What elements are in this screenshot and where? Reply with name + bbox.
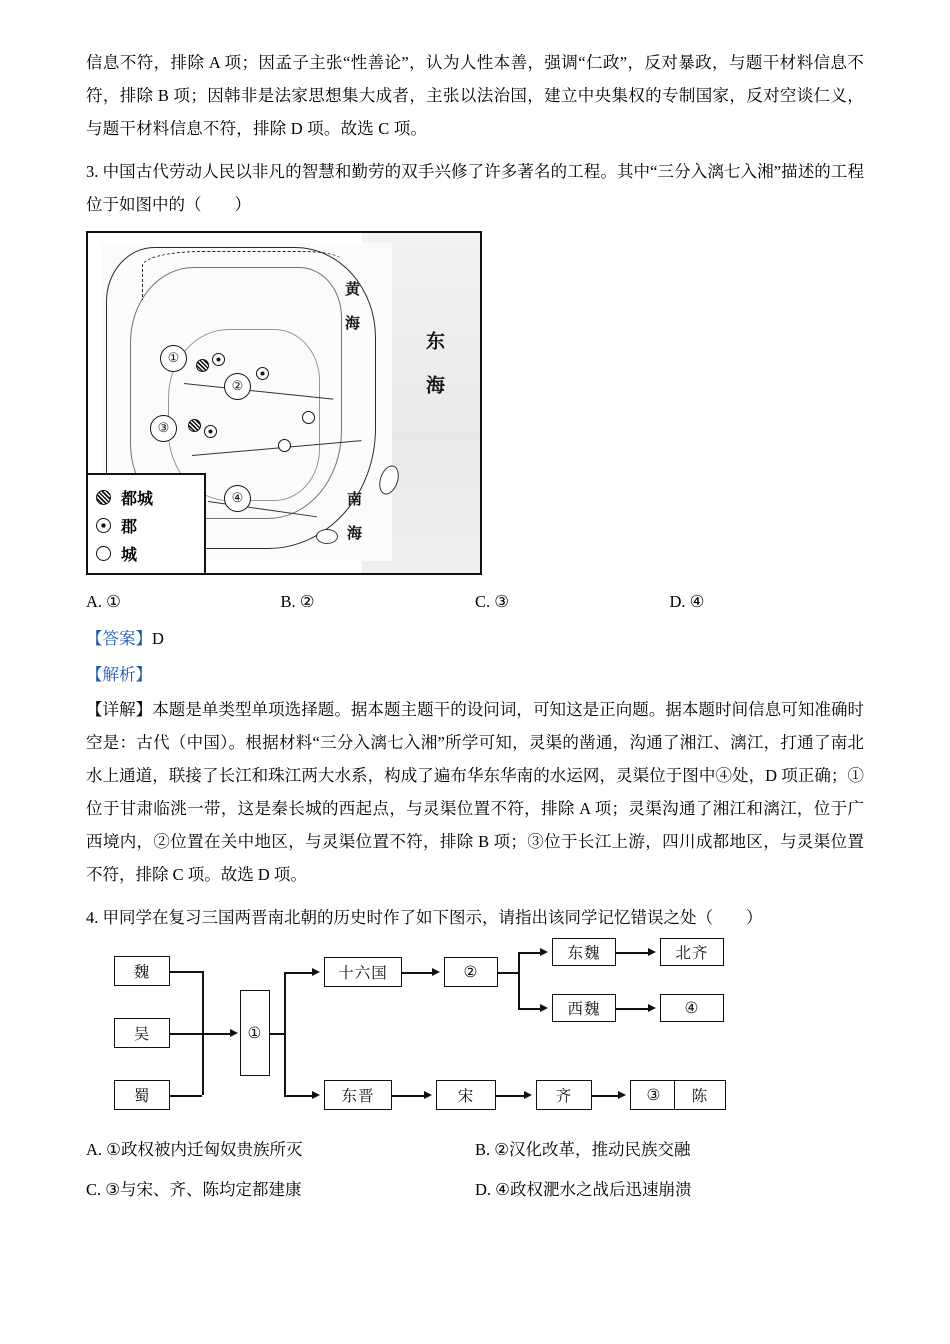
capital-dot-1 <box>196 359 209 372</box>
upvert-to-16states <box>284 972 312 974</box>
arrow-xiwei-to-4 <box>648 1004 656 1012</box>
q3-detail-paragraph <box>86 693 864 891</box>
hainan-islet <box>316 529 338 544</box>
diagram-node-4: ④ <box>660 994 724 1022</box>
diagram-node-shu: 蜀 <box>114 1080 170 1110</box>
q3-option-a: A. ① <box>86 592 121 611</box>
great-wall-dashed-line <box>142 251 343 300</box>
arrow-to-node1 <box>230 1029 238 1037</box>
arrow-to-16states <box>312 968 320 976</box>
diagram-node-3: ③ <box>630 1080 678 1110</box>
legend-label-commandery: 郡 <box>121 518 138 536</box>
question-4-options-row-1 <box>86 1133 864 1167</box>
arrow-dongjin-to-song <box>424 1091 432 1099</box>
q4-option-d: D. ④政权淝水之战后迅速崩溃 <box>475 1180 692 1199</box>
east-sea-label: 东 海 <box>423 331 444 397</box>
legend-row-commandery <box>96 511 204 539</box>
diagram-node-beiqi: 北齐 <box>660 938 724 966</box>
line-song-to-qi <box>496 1095 524 1097</box>
line-to-dongwei <box>518 952 540 954</box>
q3-option-c: C. ③ <box>475 592 510 611</box>
line-2-right <box>498 972 518 974</box>
line-to-xiwei <box>518 1008 540 1010</box>
q3-option-d: D. ④ <box>669 592 705 611</box>
q4-option-a: A. ①政权被内迁匈奴贵族所灭 <box>86 1140 303 1159</box>
diagram-node-chen: 陈 <box>674 1080 726 1110</box>
q3-detail-label: 【详解】 <box>86 700 153 719</box>
downvert-to-dongjin <box>284 1095 312 1097</box>
line-dongjin-to-song <box>392 1095 424 1097</box>
bracket-shu-line <box>170 1095 202 1097</box>
arrow-to-dongwei <box>540 948 548 956</box>
legend-label-capital: 都城 <box>121 490 154 508</box>
capital-dot-2 <box>188 419 201 432</box>
diagram-node-song: 宋 <box>436 1080 496 1110</box>
q3-answer-line <box>86 623 864 655</box>
yellow-sea-label: 黄 海 <box>343 281 359 332</box>
diagram-node-wei: 魏 <box>114 956 170 986</box>
line-dongwei-to-beiqi <box>616 952 648 954</box>
arrow-to-xiwei <box>540 1004 548 1012</box>
commandery-dot-1 <box>212 353 225 366</box>
diagram-node-1: ① <box>240 990 270 1076</box>
diagram-node-wu: 吴 <box>114 1018 170 1048</box>
map-figure <box>86 231 864 575</box>
three-kingdoms-diagram <box>114 945 734 1127</box>
arrow-song-to-qi <box>524 1091 532 1099</box>
question-4-options-row-2 <box>86 1173 864 1207</box>
q3-option-b: B. ② <box>280 592 315 611</box>
capital-symbol-icon <box>96 490 111 505</box>
bracket-to-node1 <box>202 1033 230 1035</box>
node1-to-upvert <box>270 1033 285 1035</box>
q4-option-c: C. ③与宋、齐、陈均定都建康 <box>86 1180 302 1199</box>
q4-option-b: B. ②汉化改革，推动民族交融 <box>475 1140 691 1159</box>
bracket-wu-line <box>170 1033 202 1035</box>
line-qi-to-3 <box>592 1095 618 1097</box>
line-16states-to-2 <box>402 972 432 974</box>
q3-analysis-label: 【解析】 <box>86 665 152 684</box>
q3-answer-label: 【答案】 <box>86 629 152 648</box>
diagram-node-dongjin: 东晋 <box>324 1080 392 1110</box>
q3-analysis-line <box>86 659 864 691</box>
map-marker-4: ④ <box>224 485 251 512</box>
city-dot-2 <box>302 411 315 424</box>
map-marker-1: ① <box>160 345 187 372</box>
arrow-qi-to-3 <box>618 1091 626 1099</box>
commandery-symbol-icon <box>96 518 111 533</box>
diagram-node-xiwei: 西魏 <box>552 994 616 1022</box>
city-dot-1 <box>278 439 291 452</box>
city-symbol-icon <box>96 546 111 561</box>
top-paragraph: 信息不符，排除 A 项；因孟子主张“性善论”，认为人性本善，强调“仁政”，反对暴政，与题干材料信息不符，排除 B 项；因韩非是法家思想集大成者，主张以法治国，建立中央集权的专制国家，反对空谈仁义，与题干材料信息不符，排除 D 项。故选 C 项。 <box>86 53 864 138</box>
legend-label-city: 城 <box>121 546 138 564</box>
map-marker-2: ② <box>224 373 251 400</box>
diagram-node-qi: 齐 <box>536 1080 592 1110</box>
map-legend <box>88 473 206 573</box>
commandery-dot-2 <box>256 367 269 380</box>
diagram-node-sixteen-states: 十六国 <box>324 957 402 987</box>
arrow-to-dongjin <box>312 1091 320 1099</box>
node1-up-vertical <box>284 972 286 1033</box>
south-sea-label: 南 海 <box>345 491 361 542</box>
question-4-stem: 4. 甲同学在复习三国两晋南北朝的历史时作了如下图示，请指出该同学记忆错误之处（ ） <box>86 908 763 927</box>
legend-row-city <box>96 539 204 567</box>
diagram-node-2: ② <box>444 957 498 987</box>
bracket-wei-line <box>170 971 202 973</box>
arrow-dongwei-to-beiqi <box>648 948 656 956</box>
china-map-image <box>86 231 482 575</box>
question-3-stem: 3. 中国古代劳动人民以非凡的智慧和勤劳的双手兴修了许多著名的工程。其中“三分入漓七入湘”描述的工程位于如图中的（ ） <box>86 162 864 214</box>
q3-answer-value: D <box>152 629 164 648</box>
map-marker-3: ③ <box>150 415 177 442</box>
split-vertical <box>518 952 520 1010</box>
commandery-dot-3 <box>204 425 217 438</box>
line-xiwei-to-4 <box>616 1008 648 1010</box>
node1-down-vertical <box>284 1033 286 1095</box>
question-3-options <box>86 587 864 617</box>
diagram-node-dongwei: 东魏 <box>552 938 616 966</box>
q3-detail-text: 本题是单类型单项选择题。据本题主题干的设问词，可知这是正向题。据本题时间信息可知准确时空是：古代（中国）。根据材料“三分入漓七入湘”所学可知，灵渠的凿通，沟通了湘江、漓江，打通了南北水上通道，联接了长江和珠江两大水系，构成了遍布华东华南的水运网，灵渠位于图中④处，D 项正确；①位于甘肃临洮一带，这是秦长城的西起点，与灵渠位置不符，排除 A 项；灵渠沟通了湘江和漓江，位于广西境内，②位置在关中地区，与灵渠位置不符，排除 B 项；③位于长江上游，四川成都地区，与灵渠位置不符，排除 C 项。故选 D 项。 <box>86 700 865 884</box>
legend-row-capital <box>96 483 204 511</box>
arrow-16states-to-2 <box>432 968 440 976</box>
